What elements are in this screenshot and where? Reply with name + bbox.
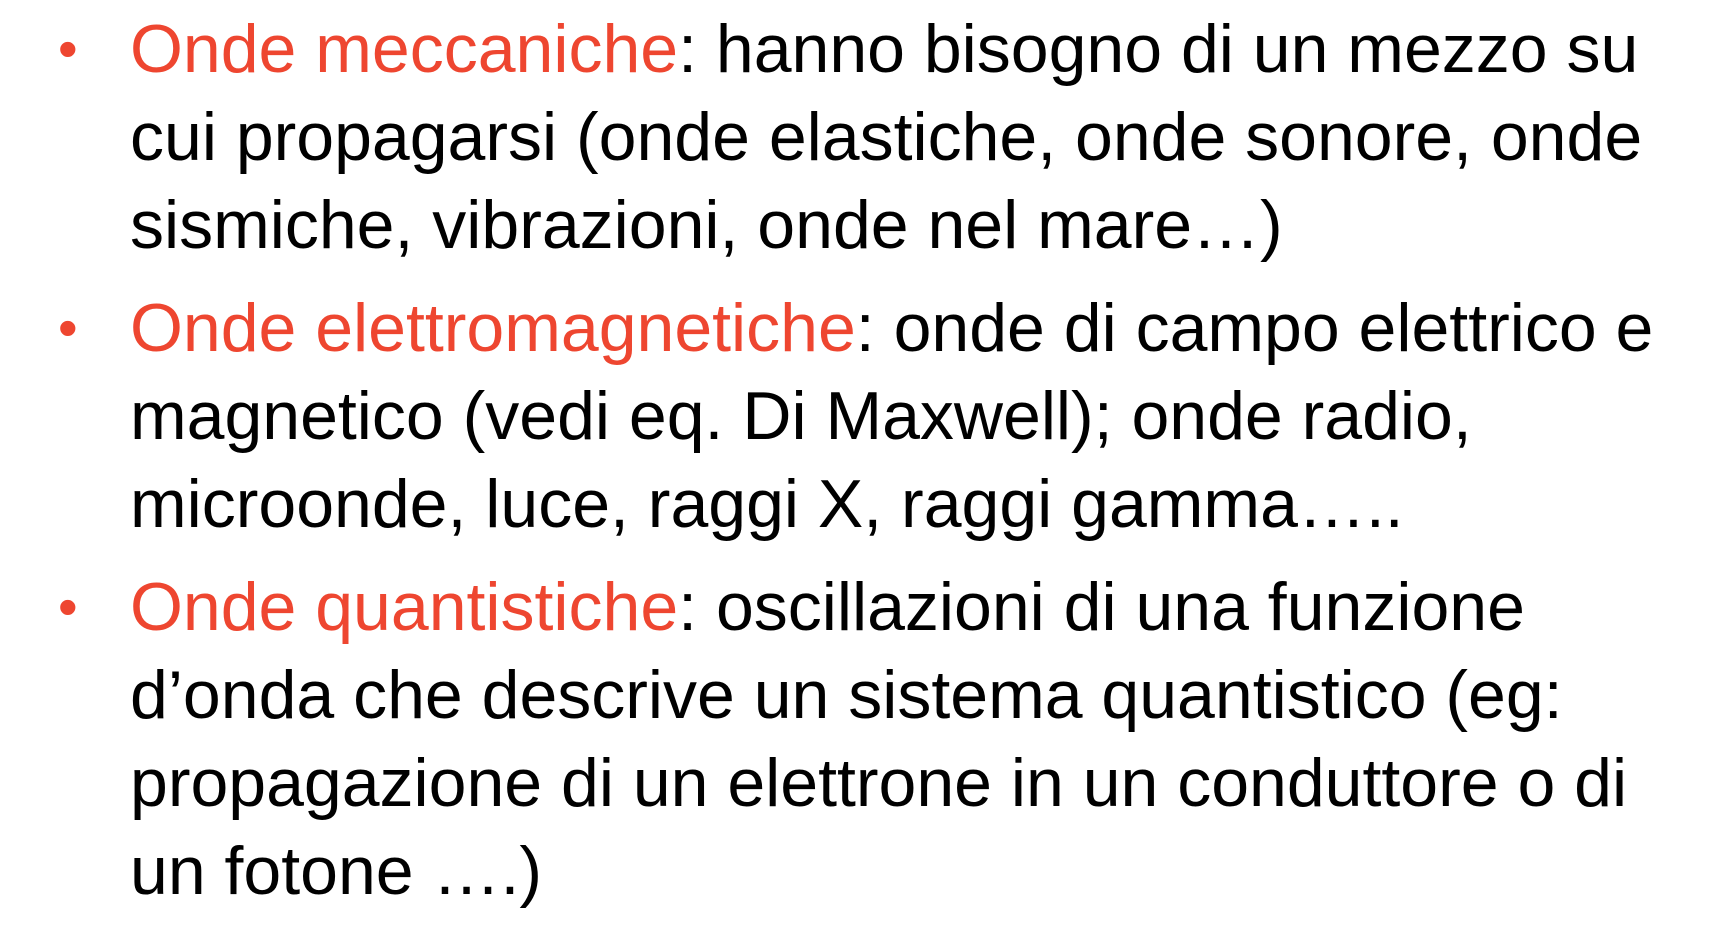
bullet-text: : onde di campo elettrico e magnetico (vedi eq. Di Maxwell); onde radio, microonde, luce, raggi X, raggi gamma….. [130,290,1654,542]
bullet-marker: • [58,296,78,359]
bullet-term: Onde quantistiche [130,569,679,645]
bullet-marker: • [58,575,78,638]
bullet-text: : oscillazioni di una funzione d’onda che descrive un sistema quantistico (eg: propagazione di un elettrone in un conduttore o di un fotone ….) [130,569,1628,909]
bullet-list [0,5,1726,930]
bullet-term: Onde meccaniche [130,11,679,87]
bullet-term: Onde elettromagnetiche [130,290,856,366]
bullet-text: : hanno bisogno di un mezzo su cui propagarsi (onde elastiche, onde sonore, onde sismiche, vibrazioni, onde nel mare…) [130,11,1643,263]
bullet-item-electromagnetic-waves [0,284,1726,548]
bullet-item-quantum-waves [0,563,1726,915]
bullet-item-mechanical-waves [0,5,1726,269]
bullet-marker: • [58,17,78,80]
